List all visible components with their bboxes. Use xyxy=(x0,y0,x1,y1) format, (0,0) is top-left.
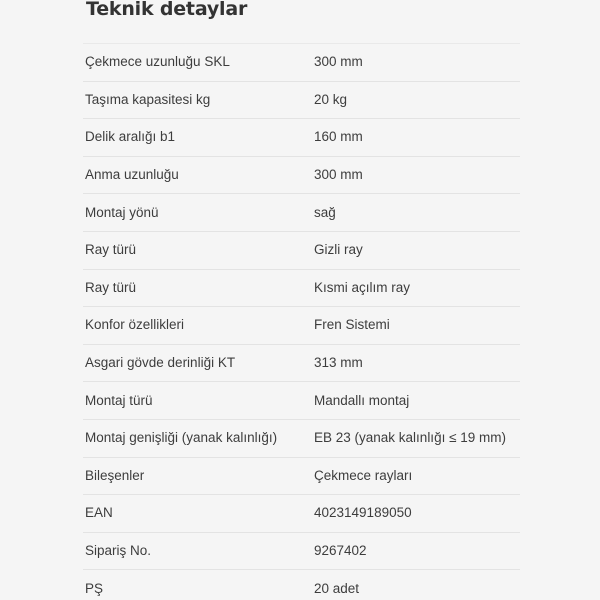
spec-value: Gizli ray xyxy=(314,242,363,258)
table-row xyxy=(83,419,520,457)
spec-label: Bileşenler xyxy=(85,467,145,483)
spec-table-body xyxy=(83,44,520,600)
spec-value: Çekmece rayları xyxy=(314,467,413,483)
spec-label: Delik aralığı b1 xyxy=(85,129,176,145)
spec-label: Montaj türü xyxy=(85,392,153,408)
table-row xyxy=(83,81,520,119)
spec-label: Anma uzunluğu xyxy=(85,167,179,183)
spec-label: Sipariş No. xyxy=(85,543,152,559)
table-row xyxy=(83,119,520,157)
spec-value: 9267402 xyxy=(314,543,367,559)
spec-label: Ray türü xyxy=(85,242,137,258)
spec-value: Fren Sistemi xyxy=(314,317,390,333)
spec-table xyxy=(83,43,520,600)
table-row xyxy=(83,156,520,194)
spec-value: EB 23 (yanak kalınlığı ≤ 19 mm) xyxy=(314,430,506,446)
spec-value: Kısmi açılım ray xyxy=(314,279,411,295)
spec-value: 20 kg xyxy=(314,91,348,107)
table-row xyxy=(83,532,520,570)
spec-label: Montaj genişliği (yanak kalınlığı) xyxy=(85,430,278,446)
spec-value: 300 mm xyxy=(314,167,363,183)
spec-label: Ray türü xyxy=(85,279,137,295)
spec-label: Taşıma kapasitesi kg xyxy=(85,91,211,107)
spec-label: Montaj yönü xyxy=(85,204,159,220)
table-row xyxy=(83,44,520,82)
spec-label: PŞ xyxy=(85,580,104,596)
table-row xyxy=(83,231,520,269)
table-row xyxy=(83,307,520,345)
spec-label: EAN xyxy=(85,505,113,521)
table-row xyxy=(83,495,520,533)
table-row xyxy=(83,570,520,600)
spec-label: Asgari gövde derinliği KT xyxy=(85,355,236,371)
spec-label: Çekmece uzunluğu SKL xyxy=(85,54,230,70)
spec-label: Konfor özellikleri xyxy=(85,317,185,333)
table-row xyxy=(83,457,520,495)
table-row xyxy=(83,194,520,232)
spec-value: 300 mm xyxy=(314,54,363,70)
spec-value: 160 mm xyxy=(314,129,363,145)
spec-value: sağ xyxy=(314,204,336,220)
spec-value: 20 adet xyxy=(314,580,360,596)
table-row xyxy=(83,269,520,307)
spec-value: Mandallı montaj xyxy=(314,392,410,408)
spec-value: 313 mm xyxy=(314,355,363,371)
section-title: Teknik detaylar xyxy=(86,0,248,20)
table-row xyxy=(83,344,520,382)
spec-value: 4023149189050 xyxy=(314,505,412,521)
table-row xyxy=(83,382,520,420)
